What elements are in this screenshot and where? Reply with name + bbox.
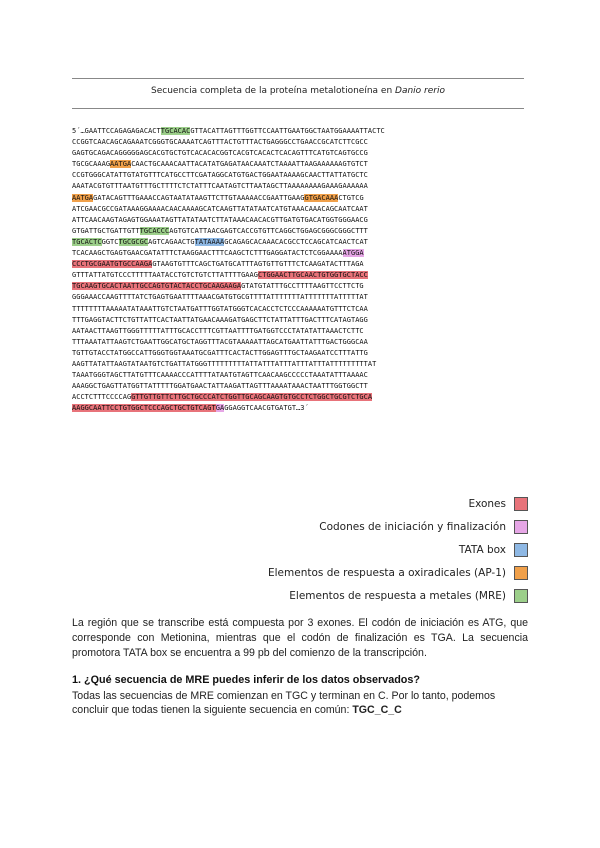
legend-swatch [514, 589, 528, 603]
answer-text: Todas las secuencias de MRE comienzan en TGC y terminan en C. Por lo tanto, podemos concluir que todas tienen la siguiente secuencia en común: [72, 690, 496, 716]
sequence-line [72, 170, 532, 181]
sequence-line [72, 392, 532, 403]
sequence-line [72, 381, 532, 392]
ap1-element-segment: GTGACAAA [304, 193, 339, 202]
sequence-text: AATAACTTAAGTTGGGTTTTTATTTGCACCTTTCGTTAATTTTGATGGTCCCTATATATTAAACTCTTC [72, 326, 364, 335]
sequence-line [72, 281, 532, 292]
mre-element-segment: TGCACAC [160, 127, 191, 135]
codon-segment: GA [215, 404, 225, 413]
sequence-line [72, 348, 532, 359]
sequence-line [72, 126, 532, 137]
sequence-line [72, 148, 532, 159]
sequence-line [72, 270, 532, 281]
sequence-line [72, 237, 532, 248]
page-title [72, 86, 524, 96]
sequence-line [72, 259, 532, 270]
legend-swatch [514, 566, 528, 580]
sequence-text: TCACAAGCTGAGTGAACGATATTTCTAAGGAACTTTCAAGCTCTTTGAGGATACTCTCGGAAAA [72, 249, 343, 258]
sequence-text: AAGTTATATTAAGTATAATGTCTGATTATGGGTTTTTTTTTATTATTTATTTATTTATTTATTTTTTTTTAT [72, 359, 377, 368]
answer-paragraph [72, 689, 528, 717]
sequence-text: GGGAAACCAAGTTTTATCTGAGTGAATTTTAAACGATGTGCGTTTTATTTTTTTATTTTTTTATTTTTAT [72, 293, 368, 302]
sequence-text: GAGTGCAGACAGGGGGAGCACGTGCTGTCACACACGGTCACGTCACACTCACAGTTTCATGTCAGTGCCG [72, 149, 368, 158]
sequence-text: CCGTGGGCATATTGTATGTTTCATGCCTTCGATAGGCATGTGACTGGAATAAAAGCAACTTATTATGCTC [72, 171, 368, 180]
sequence-text: GTGATTGCTGATTGTT [72, 226, 140, 235]
legend-item [188, 515, 528, 538]
legend-label: Exones [468, 497, 506, 510]
top-rule [72, 78, 524, 79]
sequence-text: AAATACGTGTTTAATGTTTGCTTTTCTCTATTTCAATAGTCTTAATAGCTTAAAAAAAAGAAAGAAAAAA [72, 182, 368, 191]
sequence-line [72, 370, 532, 381]
sequence-line [72, 193, 532, 204]
legend-swatch [514, 520, 528, 534]
sequence-text: CTGTCG [338, 193, 364, 202]
legend-swatch [514, 543, 528, 557]
sequence-text: TTTTTTTTAAAAATATAAATTGTCTAATGATTTGGTATGGGTCACACCTCTCCCAAAAAATGTTTCTCAA [72, 304, 368, 313]
sequence-text: 5´…GAATTCCAGAGAGACACT [72, 127, 161, 135]
sequence-text: AAAGGCTGAGTTATGGTTATTTTTGGATGAACTATTAAGATTAGTTTAAAATAAACTAATTTGGTGGCTT [72, 382, 368, 391]
legend [188, 492, 528, 607]
description-paragraph: La región que se transcribe está compuesta por 3 exones. El codón de iniciación es ATG, que corresponde con Metionina, mientras que el codón de finalización es TGA. La secuencia promotora TATA box se encuentra a 99 pb del comienzo de la transcripción. [72, 617, 528, 659]
legend-label: Elementos de respuesta a oxiradicales (AP-1) [268, 566, 506, 579]
exon-segment: CTGGAACTTGCAACTGTGGTGCTACC [257, 271, 368, 280]
sequence-text: TTTAAATATTAAGTCTGAATTGGCATGCTAGGTTTACGTAAAAATTAGCATGAATTATTTGACTGGGCAA [72, 337, 368, 346]
sequence-text: AGTCAGAACTG [148, 237, 195, 246]
question-heading: 1. ¿Qué secuencia de MRE puedes inferir de los datos observados? [72, 674, 420, 686]
exon-segment: AAGGCAATTCCTGTGGCTCCCAGCTGCTGTCAGT [72, 404, 216, 413]
sequence-line [72, 326, 532, 337]
bottom-rule [72, 108, 524, 109]
mre-element-segment: TGCGCGC [118, 237, 149, 246]
sequence-text: GGTC [101, 237, 119, 246]
ap1-element-segment: AATGA [72, 193, 94, 202]
mre-element-segment: TGCACCC [139, 226, 170, 235]
legend-item [188, 584, 528, 607]
sequence-line [72, 226, 532, 237]
title-text: Secuencia completa de la proteína metalotioneína en [151, 86, 396, 96]
codon-segment: ATGGA [342, 249, 364, 258]
exon-segment: TGCAAGTGCACTAATTGCCAGTGTACTACCTGCAAGAAGA [72, 282, 242, 291]
legend-label: Codones de iniciación y finalización [319, 520, 506, 533]
sequence-line [72, 248, 532, 259]
sequence-text: TGTTGTACCTATGGCCATTGGGTGGTAAATGCGATTTCACTACTTGGAGTTTGCTAAGAATCCTTTATTG [72, 348, 368, 357]
sequence-line [72, 204, 532, 215]
sequence-line [72, 137, 532, 148]
sequence-text: GTTACATTAGTTTGGTTCCAATTGAATGGCTAATGGAAAATTACTC [190, 127, 385, 135]
exon-segment: GTTGTTGTTCTTGCTGCCCATCTGGTTGCAGCAAGTGTGCCTCTGGCTGCGTCTGCA [131, 393, 373, 402]
sequence-line [72, 292, 532, 303]
sequence-text: ATCGAACGCCGATAAAGGAAAACAACAAAAGCATCAAGTTATATAATCATGTAAACAAACAGCAATCAAT [72, 204, 368, 213]
sequence-line [72, 315, 532, 326]
exon-segment: CCCTGCGAATGTGCCAAGA [72, 260, 153, 269]
title-species: Danio rerio [395, 86, 445, 96]
legend-label: Elementos de respuesta a metales (MRE) [289, 589, 506, 602]
mre-element-segment: TGCACTC [72, 237, 102, 246]
tata-box-segment: TATAAAA [194, 237, 225, 246]
legend-item [188, 561, 528, 584]
legend-swatch [514, 497, 528, 511]
sequence-line [72, 337, 532, 348]
sequence-text: GCAGAGCACAAACACGCCTCCAGCATCAACTCAT [224, 237, 368, 246]
ap1-element-segment: AATGA [110, 160, 132, 169]
answer-consensus: TGC_C_C [352, 704, 402, 716]
dna-sequence [72, 126, 532, 414]
sequence-text: ACCTCTTTCCCCAG [72, 393, 132, 402]
sequence-text: GTAAGTGTTTCAGCTGATGCATTTAGTGTTGTTTCTCAAGATACTTTAGA [152, 260, 364, 269]
sequence-text: GTATGTATTTGCCTTTTAAGTTCCTTCTG [241, 282, 364, 291]
legend-item [188, 492, 528, 515]
sequence-line [72, 215, 532, 226]
sequence-line [72, 304, 532, 315]
sequence-line [72, 403, 532, 414]
sequence-text: CAACTGCAAACAATTACATATGAGATAACAAATCTAAAATTAAGAAAAAAGTGTCT [131, 160, 368, 169]
sequence-line [72, 181, 532, 192]
sequence-text: GATACAGTTTGAAACCAGTAATATAAGTTCTTGTAAAAACCGAATTGAAG [93, 193, 305, 202]
sequence-text: TAAATGGGTAGCTTATGTTTCAAAACCCATTTTATAATGTAGTTCAACAAGCCCCCTAAATATTTAAAAC [72, 371, 368, 380]
sequence-text: TGCGCAAAG [72, 160, 111, 169]
sequence-line [72, 359, 532, 370]
legend-label: TATA box [458, 543, 506, 556]
sequence-text: ATTCAACAAGTAGAGTGGAAATAGTTATATAATCTTATAAACAACACGTTGATGTGACATGGTGGGAACG [72, 215, 368, 224]
sequence-text: CCGGTCAACAGCAGAAATCGGGTGCAAAATCAGTTTACTGTTTACTGAGGGCCTGAACCGCATCTTCGCC [72, 138, 368, 147]
sequence-line [72, 159, 532, 170]
sequence-text: GTTTATTATGTCCCTTTTTAATACCTGTCTGTCTTATTTTGAAG [72, 271, 258, 280]
legend-item [188, 538, 528, 561]
sequence-text: TTTGAGGTACTTCTGTTATTCACTAATTATGAACAAAGATGAGCTTCTATTATTTGACTTTCATAGTAGG [72, 315, 368, 324]
sequence-text: AGTGTCATTAACGAGTCACCGTGTTCAGGCTGGAGCGGGCGGGCTTT [169, 226, 368, 235]
sequence-text: GGAGGTCAACGTGATGT…3´ [224, 404, 309, 413]
